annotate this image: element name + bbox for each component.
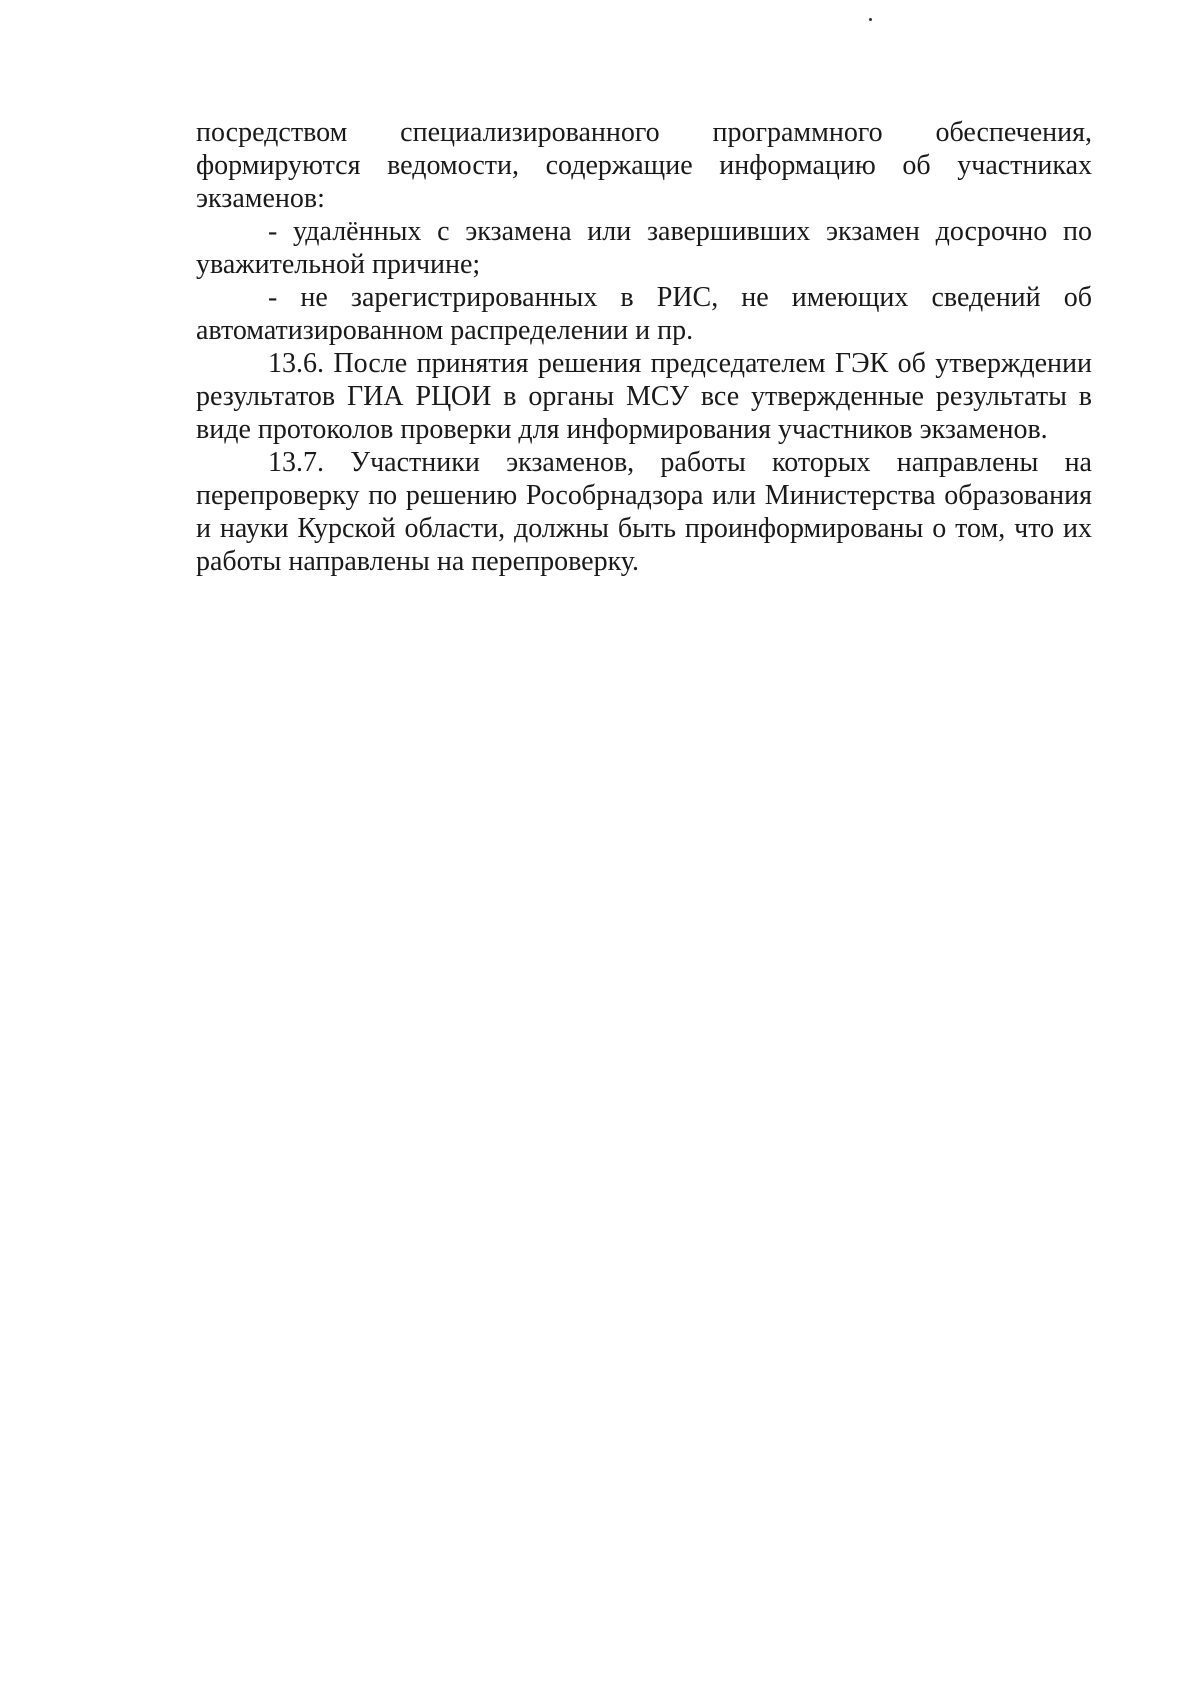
clause-13-6: 13.6. После принятия решения председателем ГЭК об утверждении результатов ГИА РЦОИ в органы МСУ все утвержденные результаты в виде протоколов проверки для информирования участников экзаменов.: [196, 348, 1092, 445]
paragraph-intro: посредством специализированного программного обеспечения, формируются ведомости, содержащие информацию об участниках экзаменов:: [196, 117, 1092, 214]
document-body: [196, 116, 1092, 578]
list-item-removed: - удалённых с экзамена или завершивших экзамен досрочно по уважительной причине;: [196, 216, 1092, 280]
scan-artifact: [869, 18, 872, 21]
list-item-unregistered: - не зарегистрированных в РИС, не имеющих сведений об автоматизированном распределении и пр.: [196, 282, 1092, 346]
clause-13-7: 13.7. Участники экзаменов, работы которых направлены на перепроверку по решению Рособрнадзора или Министерства образования и науки Курской области, должны быть проинформированы о том, что их работы направлены на перепроверку.: [196, 447, 1092, 577]
